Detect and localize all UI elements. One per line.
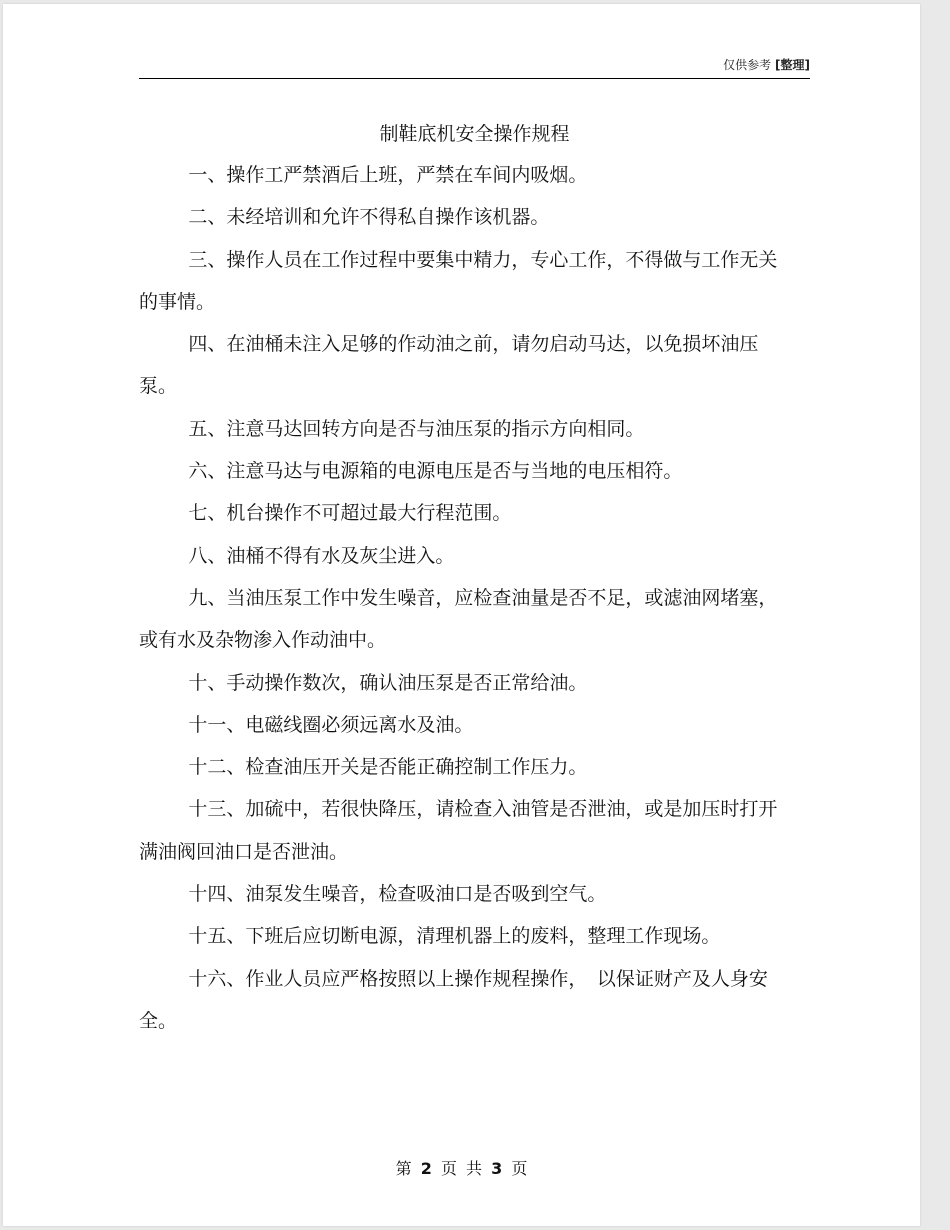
page-header — [723, 56, 810, 73]
document-title: 制鞋底机安全操作规程 — [379, 123, 570, 145]
rule-paragraph-6: 六、注意马达与电源箱的电源电压是否与当地的电压相符。 — [188, 460, 683, 483]
rule-paragraph-14: 十四、油泵发生噪音，检查吸油口是否吸到空气。 — [188, 883, 607, 906]
document-page — [3, 4, 920, 1226]
document-body — [139, 154, 779, 1042]
footer-suffix: 页 — [511, 1159, 528, 1178]
rule-paragraph-5: 五、注意马达回转方向是否与油压泵的指示方向相同。 — [188, 417, 645, 440]
rule-paragraph-15: 十五、下班后应切断电源，清理机器上的废料，整理工作现场。 — [188, 925, 721, 948]
rule-paragraph-1: 一、操作工严禁酒后上班，严禁在车间内吸烟。 — [188, 164, 588, 186]
header-tag: [整理] — [775, 58, 810, 72]
rule-paragraph-8: 八、油桶不得有水及灰尘进入。 — [188, 544, 455, 567]
rule-paragraph-11: 十一、电磁线圈必须远离水及油。 — [188, 713, 474, 736]
page-number-footer — [3, 1156, 920, 1179]
rule-paragraph-3: 三、操作人员在工作过程中要集中精力，专心工作，不得做与工作无关的事情。 — [139, 248, 778, 313]
footer-middle: 页 共 — [440, 1159, 483, 1178]
footer-prefix: 第 — [395, 1159, 412, 1178]
header-divider — [139, 78, 810, 79]
rule-paragraph-7: 七、机台操作不可超过最大行程范围。 — [188, 502, 512, 525]
rule-paragraph-2: 二、未经培训和允许不得私自操作该机器。 — [188, 206, 550, 229]
rule-paragraph-16: 十六、作业人员应严格按照以上操作规程操作， 以保证财产及人身安全。 — [139, 967, 768, 1032]
rule-paragraph-10: 十、手动操作数次，确认油压泵是否正常给油。 — [188, 671, 588, 694]
header-note: 仅供参考 — [723, 58, 772, 72]
rule-paragraph-12: 十二、检查油压开关是否能正确控制工作压力。 — [188, 756, 588, 779]
rule-paragraph-13: 十三、加硫中，若很快降压，请检查入油管是否泄油，或是加压时打开满油阀回油口是否泄油。 — [139, 798, 778, 863]
rule-paragraph-9: 九、当油压泵工作中发生噪音，应检查油量是否不足，或滤油网堵塞，或有水及杂物渗入作动油中。 — [139, 586, 778, 652]
rule-paragraph-4: 四、在油桶未注入足够的作动油之前，请勿启动马达，以免损坏油压泵。 — [139, 333, 759, 398]
footer-total-pages: 3 — [491, 1159, 503, 1178]
footer-current-page: 2 — [420, 1159, 432, 1178]
